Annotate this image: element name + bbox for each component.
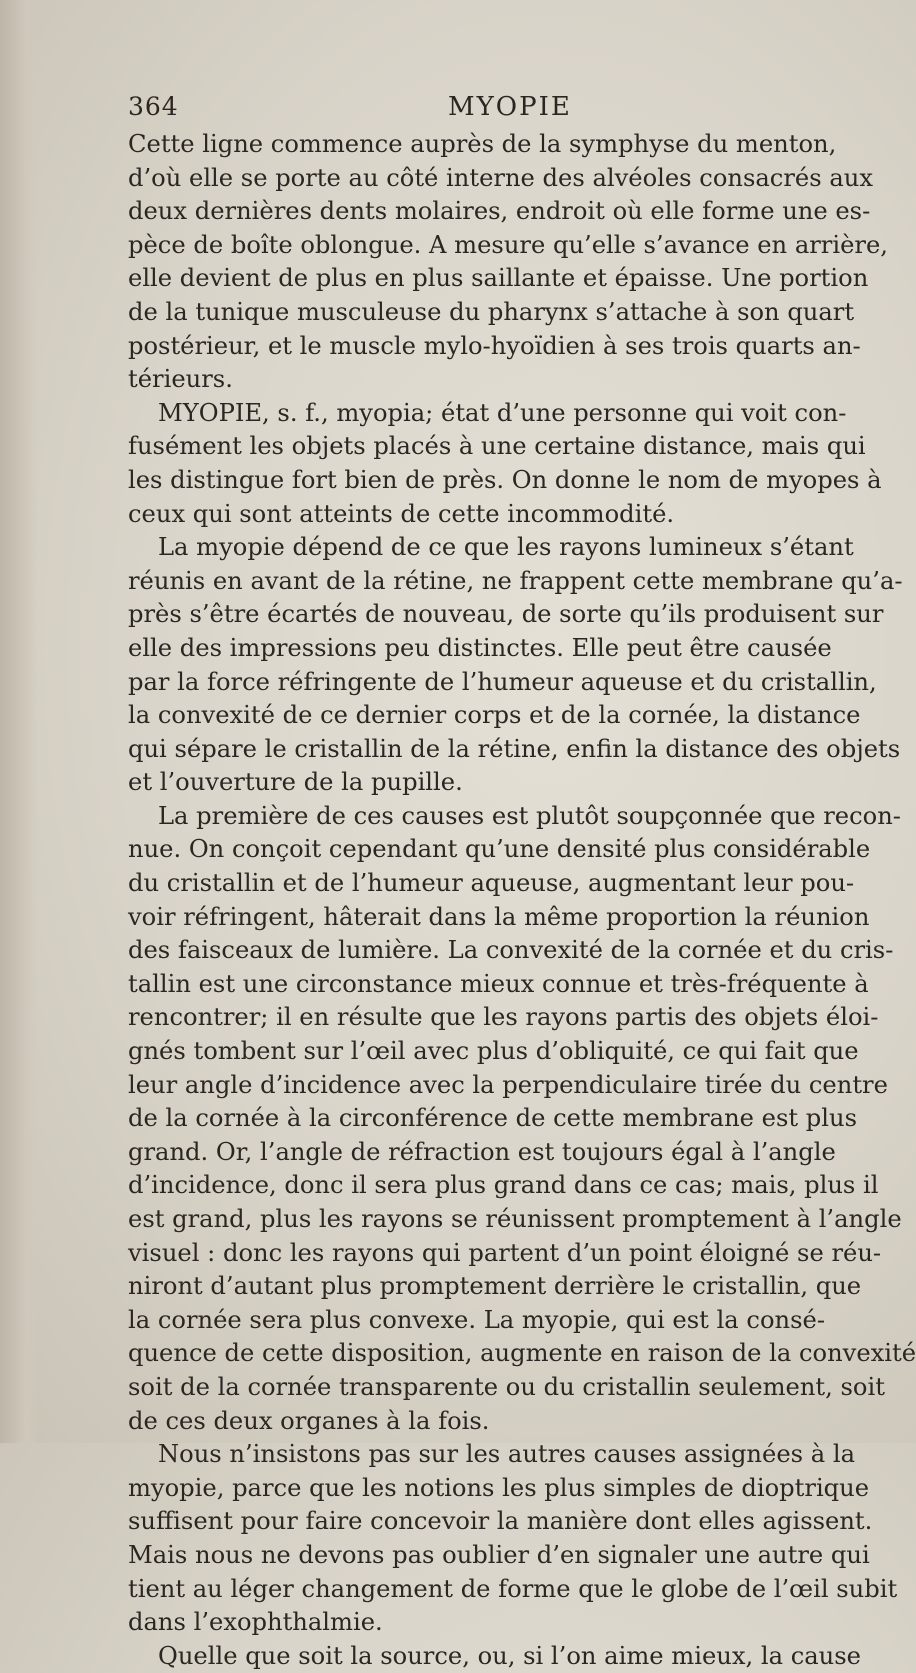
text-line: deux dernières dents molaires, endroit où elle forme une es- (128, 197, 871, 226)
text-line: pèce de boîte oblongue. A mesure qu’elle s’avance en arrière, (128, 230, 888, 259)
text-line: térieurs. (128, 365, 233, 394)
running-head (128, 92, 778, 126)
text-line: Quelle que soit la source, ou, si l’on aime mieux, la cause (158, 1641, 861, 1670)
body-text (128, 128, 916, 1670)
text-line: postérieur, et le muscle mylo-hyoïdien à ses trois quarts an- (128, 331, 861, 360)
text-line: gnés tombent sur l’œil avec plus d’obliquité, ce qui fait que (128, 1037, 859, 1066)
text-line: dans l’exophthalmie. (128, 1608, 383, 1637)
text-line: leur angle d’incidence avec la perpendiculaire tirée du centre (128, 1070, 888, 1099)
text-line: des faisceaux de lumière. La convexité de la cornée et du cris- (128, 936, 894, 965)
text-line: près s’être écartés de nouveau, de sorte qu’ils produisent sur (128, 600, 884, 629)
text-line: de ces deux organes à la fois. (128, 1406, 490, 1435)
text-line: de la tunique musculeuse du pharynx s’attache à son quart (128, 297, 855, 326)
text-line: grand. Or, l’angle de réfraction est toujours égal à l’angle (128, 1137, 836, 1166)
text-line: elle des impressions peu distinctes. Elle peut être causée (128, 633, 832, 662)
text-line: Cette ligne commence auprès de la symphyse du menton, (128, 130, 837, 158)
text-line: voir réfringent, hâterait dans la même proportion la réunion (128, 902, 870, 931)
text-line: suffisent pour faire concevoir la manière dont elles agissent. (128, 1507, 873, 1536)
text-line: et l’ouverture de la pupille. (128, 768, 463, 797)
text-line: tallin est une circonstance mieux connue et très-fréquente à (128, 969, 869, 998)
text-line: qui sépare le cristallin de la rétine, enfin la distance des objets (128, 734, 901, 763)
text-line: les distingue fort bien de près. On donne le nom de myopes à (128, 465, 882, 494)
text-line: d’incidence, donc il sera plus grand dans ce cas; mais, plus il (128, 1171, 879, 1200)
text-line: tient au léger changement de forme que le globe de l’œil subit (128, 1574, 898, 1603)
text-line: la convexité de ce dernier corps et de la cornée, la distance (128, 701, 861, 730)
entry-headword-line: MYOPIE, s. f., myopia; état d’une personne qui voit con- (158, 398, 847, 427)
text-line: La première de ces causes est plutôt soupçonnée que recon- (158, 801, 901, 830)
text-line: elle devient de plus en plus saillante et épaisse. Une portion (128, 264, 869, 293)
text-line: de la cornée à la circonférence de cette membrane est plus (128, 1104, 858, 1133)
text-line: soit de la cornée transparente ou du cristallin seulement, soit (128, 1372, 885, 1401)
text-line: par la force réfringente de l’humeur aqueuse et du cristallin, (128, 667, 877, 696)
text-line: nue. On conçoit cependant qu’une densité plus considérable (128, 835, 871, 864)
text-line: Mais nous ne devons pas oublier d’en signaler une autre qui (128, 1540, 870, 1569)
text-line: rencontrer; il en résulte que les rayons partis des objets éloi- (128, 1003, 879, 1032)
text-line: quence de cette disposition, augmente en raison de la convexité (128, 1339, 916, 1368)
page-edge-shadow (0, 0, 38, 1443)
text-line: d’où elle se porte au côté interne des alvéoles consacrés aux (128, 163, 873, 192)
text-line: Nous n’insistons pas sur les autres causes assignées à la (158, 1440, 856, 1469)
running-head-title: MYOPIE (448, 92, 572, 122)
text-line: la cornée sera plus convexe. La myopie, qui est la consé- (128, 1305, 825, 1334)
text-line: myopie, parce que les notions les plus simples de dioptrique (128, 1473, 870, 1502)
text-line: ceux qui sont atteints de cette incommodité. (128, 499, 675, 528)
text-line: visuel : donc les rayons qui partent d’un point éloigné se réu- (128, 1238, 882, 1267)
text-line: niront d’autant plus promptement derrière le cristallin, que (128, 1272, 862, 1301)
text-line: La myopie dépend de ce que les rayons lumineux s’étant (158, 533, 854, 562)
page-number: 364 (128, 92, 179, 121)
text-line: réunis en avant de la rétine, ne frappent cette membrane qu’a- (128, 566, 903, 595)
text-line: est grand, plus les rayons se réunissent promptement à l’angle (128, 1205, 902, 1233)
text-line: fusément les objets placés à une certaine distance, mais qui (128, 432, 866, 461)
text-line: du cristallin et de l’humeur aqueuse, augmentant leur pou- (128, 869, 855, 898)
